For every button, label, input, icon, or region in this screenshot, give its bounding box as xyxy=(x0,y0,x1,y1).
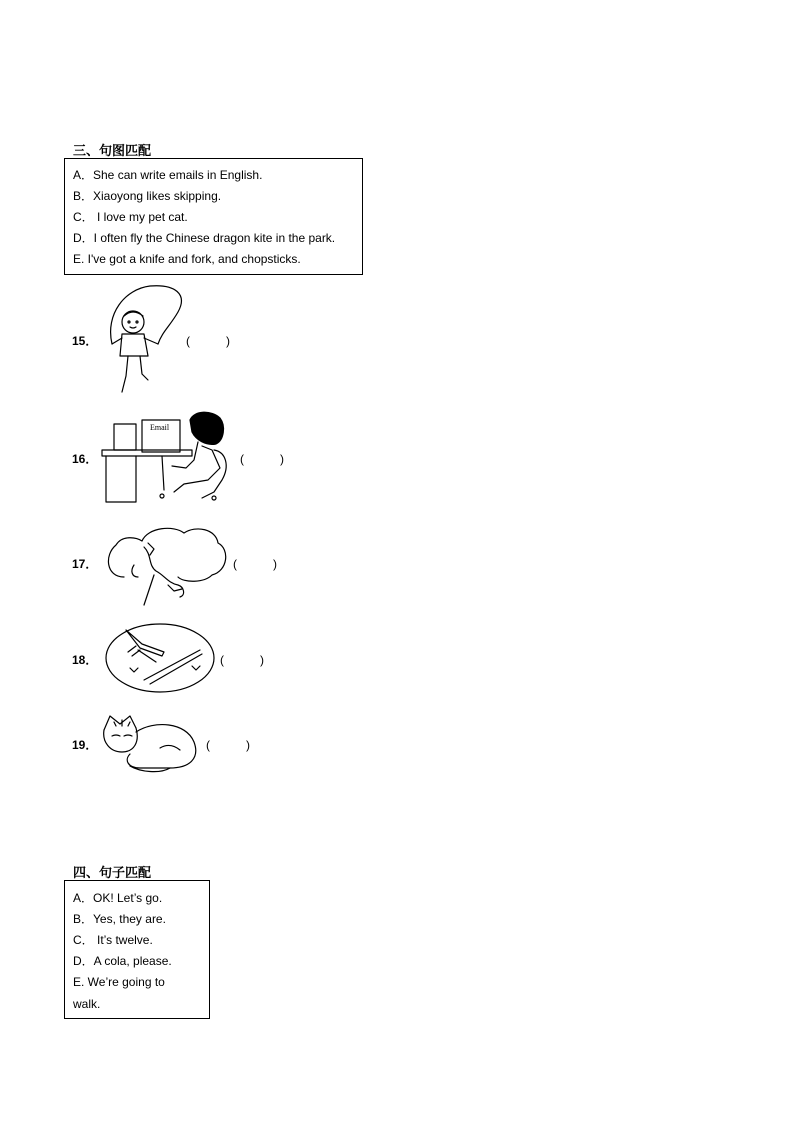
option-e: E. We’re going to xyxy=(73,975,165,989)
option-d: D．A cola, please. xyxy=(73,954,172,968)
option-e-continued: walk. xyxy=(73,997,101,1011)
question-18-answer-blank[interactable]: ( ) xyxy=(220,653,264,667)
option-c: C． I love my pet cat. xyxy=(73,210,188,224)
section4-options-box xyxy=(64,880,210,1019)
question-18-number: 18． xyxy=(72,653,98,667)
question-16-number: 16． xyxy=(72,452,98,466)
question-17-number: 17． xyxy=(72,557,98,571)
email-screen-text: Email xyxy=(150,423,170,432)
question-15-number: 15． xyxy=(72,334,98,348)
girl-skipping-rope-image xyxy=(100,284,190,396)
girl-at-computer-image xyxy=(102,410,237,505)
question-19-answer-blank[interactable]: ( ) xyxy=(206,738,250,752)
dragon-kite-image xyxy=(104,525,230,605)
option-b: B．Xiaoyong likes skipping. xyxy=(73,189,222,203)
knife-fork-chopsticks-image xyxy=(104,622,216,694)
option-d: D．I often fly the Chinese dragon kite in the park. xyxy=(73,231,336,245)
section4-title: 四、句子匹配 xyxy=(73,865,152,880)
sleeping-cat-image xyxy=(100,708,200,774)
option-c: C． It’s twelve. xyxy=(73,933,153,947)
option-a: A．She can write emails in English. xyxy=(73,168,263,182)
option-e: E. I've got a knife and fork, and chopsticks. xyxy=(73,252,301,266)
question-19-number: 19． xyxy=(72,738,98,752)
question-17-answer-blank[interactable]: ( ) xyxy=(233,557,277,571)
section3-title: 三、句图匹配 xyxy=(73,143,152,158)
option-a: A．OK! Let’s go. xyxy=(73,891,163,905)
option-b: B．Yes, they are. xyxy=(73,912,166,926)
question-16-answer-blank[interactable]: ( ) xyxy=(240,452,284,466)
question-15-answer-blank[interactable]: ( ) xyxy=(186,334,230,348)
section3-options-box xyxy=(64,158,363,275)
